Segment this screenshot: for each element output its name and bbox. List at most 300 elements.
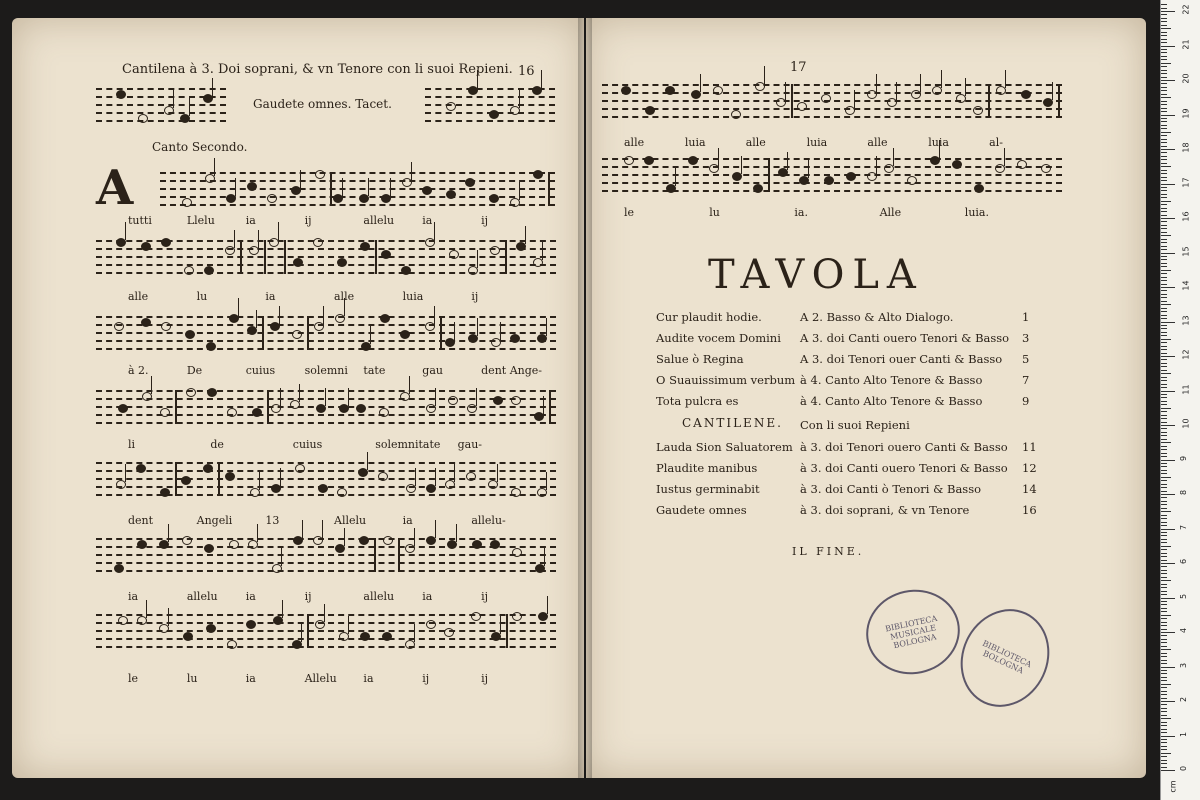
ruler-tick [1161,573,1167,574]
ruler-tick [1161,691,1167,692]
staff-line [160,204,555,206]
ruler-tick [1161,332,1167,333]
staff-line [96,638,556,640]
ruler-tick [1161,149,1175,150]
ruler-tick [1161,577,1167,578]
music-note [444,628,454,637]
note-stem [390,178,391,196]
ruler-label: 6 [1179,558,1189,565]
staff-line [96,88,226,90]
ruler-tick [1161,204,1167,205]
bar-line [175,462,177,496]
note-stem [876,156,877,174]
tavola-entry-title: Lauda Sion Saluatorem [656,440,793,454]
ruler-tick [1161,52,1167,53]
note-stem [896,82,897,100]
ruler-label: 20 [1181,73,1191,84]
note-stem [718,148,719,166]
ruler-tick [1161,404,1167,405]
lyric-syllable: Allelu [334,514,367,527]
ruler-tick [1161,359,1167,360]
note-stem [279,306,280,324]
ruler-tick [1161,656,1167,657]
note-stem [301,624,302,642]
ruler-tick [1161,546,1171,547]
ruler-tick [1161,642,1167,643]
ruler-label: 19 [1181,107,1191,119]
ruler-tick [1161,615,1171,616]
ruler-tick [1161,770,1175,771]
music-note [206,342,216,351]
music-staff [96,88,226,124]
bar-line [240,240,242,274]
ruler-tick [1161,384,1167,385]
ruler-tick [1161,387,1167,388]
ruler-tick [1161,725,1167,726]
staff-line [96,478,556,480]
lyric-syllable: Allelu [304,672,337,685]
ruler-tick [1161,49,1167,50]
ruler-tick [1161,753,1171,754]
bar-line [548,172,550,206]
ruler-label: 12 [1181,349,1191,360]
note-stem [435,388,436,406]
ruler-tick [1161,494,1175,495]
ruler-tick [1161,439,1167,440]
lyric-syllable: luia. [964,206,989,219]
ruler-tick [1161,535,1167,536]
tavola-entry-voices: à 3. doi soprani, & vn Tenore [800,503,970,517]
note-stem [323,306,324,324]
music-note [227,640,237,649]
ruler-tick [1161,687,1167,688]
ruler-tick [1161,677,1167,678]
ruler-tick [1161,432,1167,433]
music-note [426,620,436,629]
ruler-tick [1161,246,1167,247]
music-note [713,86,723,95]
lyric-syllable: tate [363,364,386,377]
ruler-label: 4 [1179,627,1189,634]
ruler-tick [1161,73,1167,74]
note-stem [324,604,325,622]
ruler-tick [1161,566,1167,567]
ruler-tick [1161,277,1167,278]
ruler-tick [1161,742,1167,743]
ruler-tick [1161,663,1167,664]
ruler-tick [1161,87,1167,88]
music-note [471,612,481,621]
staff-line [96,422,556,424]
ruler-tick [1161,228,1167,229]
staff-line [96,112,226,114]
note-stem [168,524,169,542]
ruler-tick [1161,118,1167,119]
music-note [337,488,347,497]
note-stem [258,230,259,248]
music-note [465,178,475,187]
ruler-tick [1161,104,1167,105]
ruler-tick [1161,377,1167,378]
lyric-syllable: ia [245,590,256,603]
note-stem [546,472,547,490]
music-note [137,540,147,549]
ruler-tick [1161,21,1167,22]
ruler-tick [1161,625,1167,626]
note-stem [344,528,345,546]
ruler-tick [1161,473,1167,474]
music-note [422,186,432,195]
note-stem [302,520,303,538]
music-note [161,238,171,247]
note-stem [476,388,477,406]
part-name: Canto Secondo. [152,140,248,154]
bar-line [768,158,770,192]
tavola-entry-title: Tota pulcra es [656,394,739,408]
note-stem [278,222,279,240]
ruler-tick [1161,325,1167,326]
cantilene-heading: CANTILENE. [682,416,783,430]
music-staff [96,462,556,498]
ruler-tick [1161,28,1171,29]
tavola-title: TAVOLA [708,252,924,298]
ruler-tick [1161,94,1167,95]
decorated-initial: A [96,160,134,216]
ruler-tick [1161,373,1171,374]
tavola-entry-voices: A 3. doi Canti ouero Tenori & Basso [800,331,1010,345]
ruler-tick [1161,146,1167,147]
staff-line [425,104,555,106]
ruler-tick [1161,646,1167,647]
ruler-tick [1161,460,1175,461]
ruler-tick [1161,539,1167,540]
music-note [846,172,856,181]
ruler-tick [1161,208,1167,209]
ruler-tick [1161,232,1167,233]
ruler-tick [1161,142,1167,143]
music-staff [96,614,556,650]
music-staff [425,88,555,124]
tavola-entry-page: 1 [1022,310,1030,324]
ruler-label: 14 [1181,280,1191,291]
note-stem [280,388,281,406]
tavola-entry-voices: à 3. doi Tenori ouero Canti & Basso [800,440,1008,454]
bar-line [267,390,269,424]
library-stamp-2-text: BIBLIOTECA BOLOGNA [980,638,1033,676]
bar-line [505,240,507,274]
bar-line [440,316,442,350]
ruler-tick [1161,446,1167,447]
note-stem [212,78,213,96]
ruler-tick [1161,391,1175,392]
ruler-tick [1161,629,1167,630]
ruler-tick [1161,77,1167,78]
music-note [490,246,500,255]
staff-line [602,108,1062,110]
lyric-syllable: li [128,438,136,451]
ruler-tick [1161,35,1167,36]
ruler-tick [1161,463,1167,464]
ruler-tick [1161,466,1167,467]
music-note [318,484,328,493]
staff-line [96,562,556,564]
ruler-tick [1161,97,1171,98]
ruler-tick [1161,301,1167,302]
ruler-tick [1161,587,1167,588]
ruler-tick [1161,511,1171,512]
ruler-tick [1161,280,1167,281]
note-stem [257,524,258,542]
music-note [203,464,213,473]
ruler-tick [1161,767,1167,768]
lyric-syllable: lu [196,290,208,303]
staff-line [96,248,556,250]
ruler-label: 7 [1179,524,1189,530]
music-note [624,156,634,165]
music-note [753,184,763,193]
ruler-tick [1161,39,1167,40]
ruler-tick [1161,356,1175,357]
ruler-tick [1161,635,1167,636]
lyric-syllable: lu [186,672,198,685]
book-gutter [578,18,592,778]
music-note [472,540,482,549]
tavola-entry-title: Gaudete omnes [656,503,747,517]
tavola-entry-voices: à 4. Canto Alto Tenore & Basso [800,394,983,408]
ruler-tick [1161,598,1175,599]
bar-line [218,462,220,496]
note-stem [1005,70,1006,88]
ruler-tick [1161,170,1167,171]
ruler-tick [1161,518,1167,519]
tavola-entry-voices: à 4. Canto Alto Tenore & Basso [800,373,983,387]
ruler-tick [1161,660,1167,661]
ruler-tick [1161,70,1167,71]
ruler-tick [1161,152,1167,153]
ruler-tick [1161,556,1167,557]
ruler-tick [1161,680,1167,681]
music-note [246,620,256,629]
bar-line [330,172,332,206]
staff-line [96,104,226,106]
ruler-tick [1161,253,1175,254]
music-note [356,404,366,413]
music-note [207,388,217,397]
tavola-entry-page: 16 [1022,503,1037,517]
staff-line [96,646,556,648]
lyric-syllable: ia [128,590,139,603]
ruler-label: 18 [1181,142,1191,153]
music-note [182,536,192,545]
ruler-tick [1161,156,1167,157]
music-staff [96,390,556,426]
staff-line [96,340,556,342]
tavola-entry-page: 7 [1022,373,1030,387]
music-note [229,540,239,549]
music-note [267,194,277,203]
measuring-ruler [1160,0,1200,800]
ruler-tick [1161,532,1167,533]
ruler-tick [1161,218,1175,219]
ruler-tick [1161,346,1167,347]
note-stem [348,388,349,406]
staff-line [96,256,556,258]
note-stem [519,90,520,108]
music-staff [96,538,556,574]
ruler-tick [1161,266,1167,267]
note-stem [173,90,174,108]
note-stem [238,298,239,316]
ruler-label: 13 [1181,314,1191,326]
staff-line [96,332,556,334]
music-staff [602,84,1062,120]
bar-line [549,390,551,424]
ruler-tick [1161,594,1167,595]
bar-line [307,614,309,648]
ruler-label: 21 [1181,38,1191,50]
ruler-tick [1161,335,1167,336]
staff-line [96,120,226,122]
ruler-tick [1161,580,1171,581]
music-note [161,322,171,331]
note-stem [965,78,966,96]
lyric-syllable: ia [245,214,256,227]
staff-line [96,272,556,274]
ruler-tick [1161,263,1167,264]
music-staff [602,158,1062,194]
ruler-label: 17 [1181,176,1191,188]
music-note [182,198,192,207]
lyric-syllable: solemni [304,364,348,377]
ruler-tick [1161,18,1167,19]
ruler-tick [1161,187,1167,188]
music-note [511,396,521,405]
staff-line [96,398,556,400]
music-staff [96,316,556,352]
ruler-tick [1161,542,1167,543]
note-stem [189,98,190,116]
ruler-tick [1161,618,1167,619]
note-stem [454,464,455,482]
tavola-entry-title: Cur plaudit hodie. [656,310,762,324]
ruler-tick [1161,504,1167,505]
lyric-syllable: solemnitate [375,438,441,451]
music-note [824,176,834,185]
lyric-syllable: ij [481,590,489,603]
cantilene-subheading: Con li suoi Repieni [800,418,910,432]
music-note [1021,90,1031,99]
note-stem [546,318,547,336]
note-stem [541,70,542,88]
ruler-tick [1161,449,1167,450]
lyric-syllable: luia [684,136,706,149]
note-stem [256,310,257,328]
ruler-tick [1161,11,1175,12]
bar-line [175,390,177,424]
tavola-entry-title: Plaudite manibus [656,461,758,475]
note-stem [411,162,412,180]
note-stem [519,182,520,200]
bar-line [506,614,508,648]
ruler-tick [1161,221,1167,222]
ruler-tick [1161,256,1167,257]
lyric-syllable: dent Ange- [481,364,542,377]
ruler-label: 10 [1181,418,1191,429]
note-stem [741,156,742,174]
music-note [448,396,458,405]
ruler-tick [1161,491,1167,492]
note-stem [435,468,436,486]
note-stem [348,616,349,634]
ruler-tick [1161,632,1175,633]
note-stem [787,152,788,170]
music-note [446,102,456,111]
ruler-label: 16 [1181,211,1191,222]
note-stem [700,74,701,92]
ruler-tick [1161,290,1167,291]
note-stem [280,468,281,486]
ruler-tick [1161,698,1167,699]
ruler-tick [1161,608,1167,609]
note-stem [415,468,416,486]
note-stem [299,384,300,402]
music-note [797,102,807,111]
staff-line [425,120,555,122]
ruler-tick [1161,380,1167,381]
lyric-syllable: ij [422,672,430,685]
music-note [512,548,522,557]
ruler-tick [1161,308,1167,309]
music-note [204,544,214,553]
note-stem [543,396,544,414]
bar-line [1058,84,1060,118]
ruler-tick [1161,63,1171,64]
ruler-tick [1161,428,1167,429]
ruler-tick [1161,529,1175,530]
music-note [490,540,500,549]
ruler-tick [1161,604,1167,605]
note-stem [675,168,676,186]
lyric-syllable: alle [334,290,355,303]
tavola-entry-voices: A 3. doi Tenori ouer Canti & Basso [800,352,1003,366]
ruler-label: 0 [1179,765,1189,772]
note-stem [544,548,545,566]
music-note [118,404,128,413]
ruler-tick [1161,584,1167,585]
right-page-number: 17 [790,60,807,75]
note-stem [409,376,410,394]
music-note [360,242,370,251]
note-stem [414,624,415,642]
tavola-entry-voices: A 2. Basso & Alto Dialogo. [800,310,954,324]
ruler-tick [1161,115,1175,116]
note-stem [367,452,368,470]
lyric-syllable: al- [989,136,1003,149]
tavola-entry-title: Iustus germinabit [656,482,760,496]
music-note [141,242,151,251]
staff-line [96,462,556,464]
ruler-tick [1161,184,1175,185]
ruler-label: 9 [1179,455,1189,461]
lyric-syllable: allelu [363,214,395,227]
note-stem [368,178,369,196]
music-note [359,536,369,545]
lyric-syllable: dent [128,514,154,527]
music-note [401,266,411,275]
ruler-tick [1161,622,1167,623]
ruler-tick [1161,304,1171,305]
music-note [206,624,216,633]
